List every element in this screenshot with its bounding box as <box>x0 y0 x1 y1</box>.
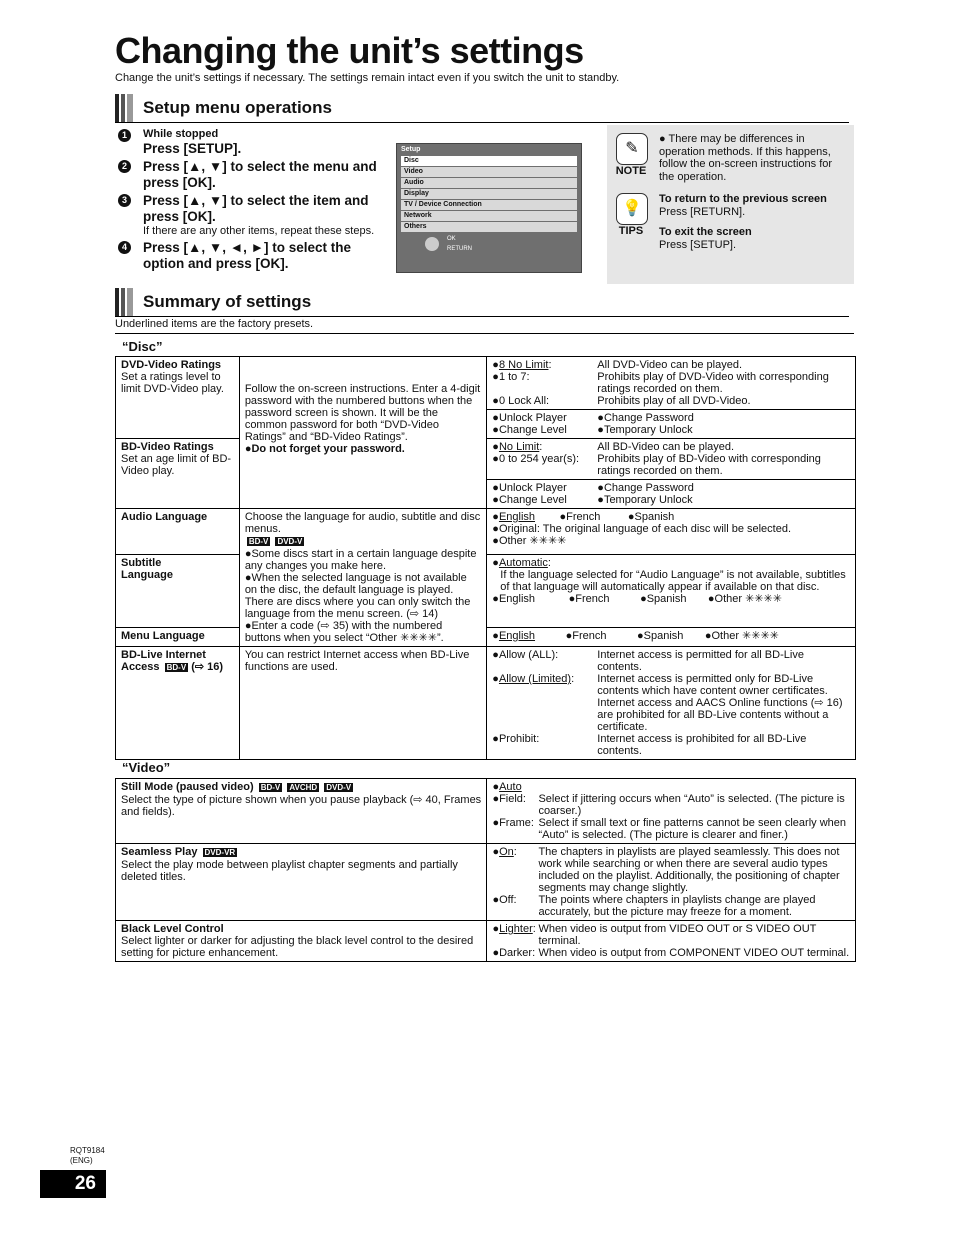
disc-settings-table <box>115 356 856 760</box>
setting-description: Still Mode (paused video) BD-V AVCHD DVD-V Select the type of picture shown when you pause playback (⇨ 40, Frames and fields). <box>116 779 487 844</box>
step-note: If there are any other items, repeat these steps. <box>143 225 375 237</box>
page-title: Changing the unit’s settings <box>115 30 584 71</box>
video-caption: “Video” <box>122 760 171 775</box>
tips-label: TIPS <box>618 225 644 237</box>
bd-v-badge: BD-V <box>248 537 269 546</box>
tip-1-title: To return to the previous screen <box>659 193 827 205</box>
setting-options: ●Unlock Player ●Change Password ●Change Level ●Temporary Unlock <box>487 480 856 509</box>
doc-code: RQT9184 (ENG) <box>70 1146 105 1165</box>
note-label: NOTE <box>615 165 647 177</box>
setup-screen-illustration <box>396 143 582 273</box>
setting-options: ●English ●French ●Spanish ●Original: The original language of each disc will be selected. ●Other ✳✳✳✳ <box>487 509 856 555</box>
page-number: 26 <box>40 1170 106 1198</box>
note-book-icon: ✎ <box>616 133 648 165</box>
screen-item: Video <box>401 167 577 177</box>
table-row <box>116 357 856 410</box>
step-number: 1 <box>118 129 131 142</box>
setting-options: ●Auto ●Field: Select if jittering occurs when “Auto” is selected. (The picture is coarser.) ●Frame: Select if small text or fine patterns cannot be seen clearly when “Auto” is selected. (The picture is clearer and finer.) <box>487 779 856 844</box>
setting-options: ●English ●French ●Spanish ●Other ✳✳✳✳ <box>487 627 856 646</box>
setting-name <box>116 480 240 509</box>
setting-options: ●Allow (ALL): Internet access is permitted for all BD-Live contents. ●Allow (Limited): Internet access is permitted only for BD-Live contents which have content owner certificates. Internet access and AACS Online functions (⇨ 16) are prohibited for all BD-Live contents without a certificate. ●Prohibit: Internet access is prohibited for all BD-Live contents. <box>487 647 856 760</box>
setting-options: ●8 No Limit: All DVD-Video can be played. ●1 to 7: Prohibits play of DVD-Video with corresponding ratings recorded on them. ●0 Lock All: Prohibits play of all DVD-Video. <box>487 357 856 410</box>
step-text: Press [▲, ▼, ◄, ►] to select the option and press [OK]. <box>143 240 351 271</box>
screen-item: Audio <box>401 178 577 188</box>
screen-item: Network <box>401 211 577 221</box>
note-tips-box <box>607 125 854 284</box>
screen-ok-label: OK <box>447 236 456 242</box>
bd-v-badge: BD-V <box>166 663 187 672</box>
setting-name: DVD-Video Ratings Set a ratings level to limit DVD-Video play. <box>116 357 240 410</box>
screen-return-label: RETURN <box>447 246 472 252</box>
table-row <box>116 509 856 555</box>
setting-options: ●Unlock Player ●Change Password ●Change Level ●Temporary Unlock <box>487 410 856 439</box>
section-bar-icon <box>115 288 133 316</box>
page-subtitle: Change the unit’s settings if necessary. The settings remain intact even if you switch the unit to standby. <box>115 72 620 84</box>
step-3 <box>118 193 378 238</box>
screen-item: TV / Device Connection <box>401 200 577 210</box>
step-4 <box>118 240 378 272</box>
screen-item: Others <box>401 222 577 232</box>
step-text: Press [▲, ▼] to select the item and press [OK]. <box>143 193 369 224</box>
tip-2-title: To exit the screen <box>659 226 752 238</box>
section-bar-icon <box>115 94 133 122</box>
section-setup-menu <box>115 94 849 123</box>
steps-list <box>118 128 378 274</box>
table-row <box>116 779 856 844</box>
disc-caption: “Disc” <box>122 339 163 354</box>
step-1 <box>118 128 378 157</box>
dvd-v-badge: DVD-V <box>277 537 303 546</box>
step-number: 4 <box>118 241 131 254</box>
step-pre: While stopped <box>143 128 219 140</box>
step-number: 3 <box>118 194 131 207</box>
screen-item: Disc <box>401 156 577 166</box>
setting-options: ●Lighter: When video is output from VIDEO OUT or S VIDEO OUT terminal. ●Darker: When video is output from COMPONENT VIDEO OUT terminal. <box>487 921 856 962</box>
setting-name: BD-Live Internet Access BD-V (⇨ 16) <box>116 647 240 760</box>
summary-note: Underlined items are the factory presets. <box>115 318 854 334</box>
setting-name: BD-Video Ratings Set an age limit of BD-Video play. <box>116 439 240 480</box>
setting-name: Audio Language <box>116 509 240 555</box>
setting-options: ●Automatic: If the language selected for “Audio Language” is not available, subtitles of that language will automatically appear if available on that disc. ●English ●French ●Spanish ●Other ✳✳✳✳ <box>487 554 856 627</box>
setting-description: You can restrict Internet access when BD-Live functions are used. <box>239 647 486 760</box>
setting-name: Menu Language <box>116 627 240 646</box>
tip-1-text: Press [RETURN]. <box>659 205 746 218</box>
setting-description: Follow the on-screen instructions. Enter a 4-digit password with the numbered buttons when the password screen is shown. It will be the common password for both “DVD-Video Ratings” and “BD-Video Ratings”. ●Do not forget your password. <box>239 357 486 509</box>
section-summary <box>115 288 849 317</box>
table-row <box>116 647 856 760</box>
tip-2 <box>659 226 849 251</box>
section-heading: Summary of settings <box>143 292 312 311</box>
step-text: Press [▲, ▼] to select the menu and press [OK]. <box>143 159 377 190</box>
table-row <box>116 921 856 962</box>
step-text: Press [SETUP]. <box>143 141 242 156</box>
note-text: ● There may be differences in operation methods. If this happens, follow the on-screen instructions for the operation. <box>659 133 833 183</box>
setting-options: ●On: The chapters in playlists are played seamlessly. This does not work while searching or when there are several audio types included on the playlist. Additionally, the positioning of chapter segments may change slightly. ●Off: The points where chapters in playlists change are played accurately, but the picture may freeze for a moment. <box>487 844 856 921</box>
tip-1 <box>659 193 849 218</box>
setting-description: Seamless Play DVD-VR Select the play mode between playlist chapter segments and partially deleted titles. <box>116 844 487 921</box>
dpad-icon <box>425 237 439 251</box>
tip-2-text: Press [SETUP]. <box>659 238 737 251</box>
section-heading: Setup menu operations <box>143 98 332 117</box>
setting-description: Black Level Control Select lighter or darker for adjusting the black level control to the desired setting for picture enhancement. <box>116 921 487 962</box>
setting-name: Subtitle Language <box>116 554 240 627</box>
step-number: 2 <box>118 160 131 173</box>
setting-name <box>116 410 240 439</box>
video-settings-table <box>115 778 856 962</box>
setting-options: ●No Limit: All BD-Video can be played. ●0 to 254 year(s): Prohibits play of BD-Video with corresponding ratings recorded on them. <box>487 439 856 480</box>
step-2 <box>118 159 378 191</box>
screen-item: Display <box>401 189 577 199</box>
tips-bulb-icon: 💡 <box>616 193 648 225</box>
screen-header: Setup <box>401 146 421 153</box>
setting-description: Choose the language for audio, subtitle and disc menus. BD-V DVD-V ●Some discs start in a certain language despite any changes you make here. ●When the selected language is not available on the disc, the default language is played. There are discs where you can only switch the language from the menu screen. (⇨ 14) ●Enter a code (⇨ 35) with the numbered buttons when you select “Other ✳✳✳✳”. <box>239 509 486 647</box>
table-row <box>116 844 856 921</box>
